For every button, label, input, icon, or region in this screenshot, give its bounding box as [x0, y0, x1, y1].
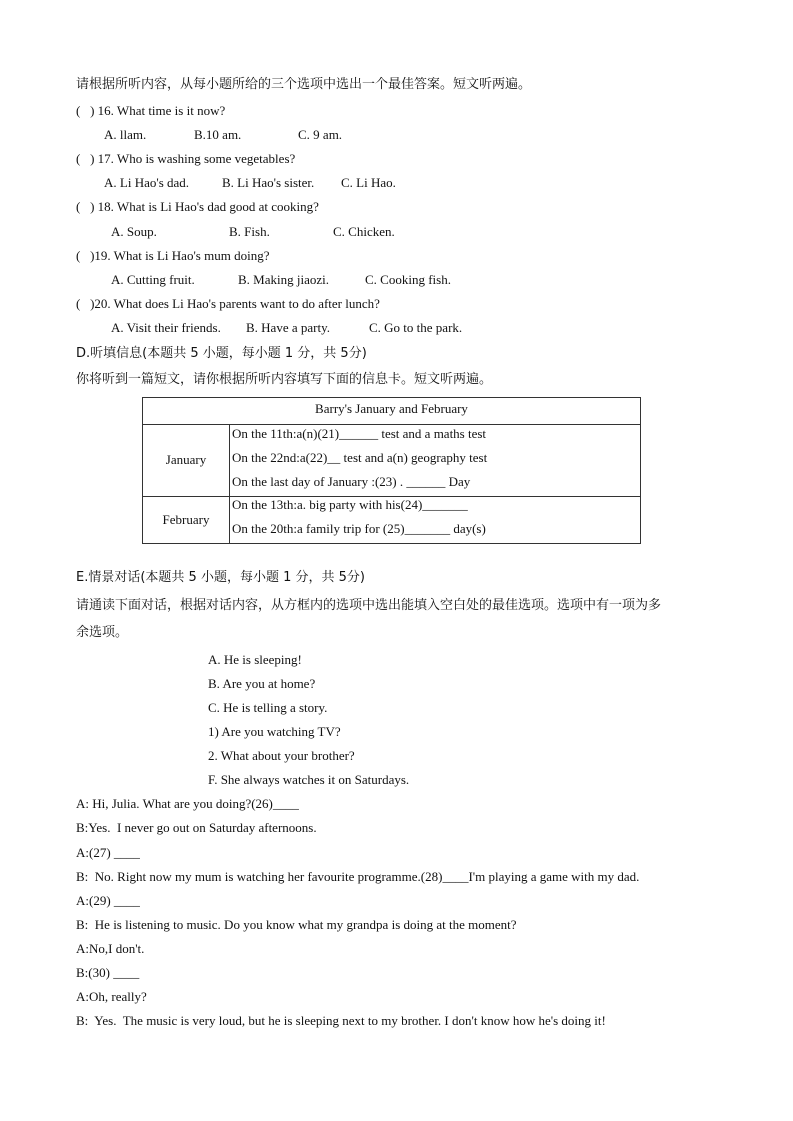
february-entry-2: On the 20th:a family trip for (25)_______ day(s) [232, 521, 486, 536]
q18-option-a: A. Soup. [111, 224, 157, 239]
dialogue-line-5: A:(29) ____ [76, 893, 140, 908]
choice-b: B. Are you at home? [208, 676, 316, 691]
question-20: ( )20. What does Li Hao's parents want to do after lunch? [76, 296, 380, 311]
table-row-january [143, 424, 640, 497]
january-entry-2: On the 22nd:a(22)__ test and a(n) geography test [232, 450, 488, 465]
section-e-heading: E.情景对话(本题共 5 小题，每小题 1 分，共 5分) [76, 570, 365, 585]
table-row-february [143, 496, 640, 543]
dialogue-line-2: B:Yes. I never go out on Saturday afternoons. [76, 820, 317, 835]
dialogue-line-8: B:(30) ____ [76, 965, 140, 980]
choice-a: A. He is sleeping! [208, 652, 302, 667]
q17-option-c: C. Li Hao. [341, 175, 396, 190]
dialogue-line-6: B: He is listening to music. Do you know what my grandpa is doing at the moment? [76, 917, 517, 932]
q19-option-c: C. Cooking fish. [365, 272, 451, 287]
dialogue-line-9: A:Oh, really? [76, 989, 147, 1004]
question-17: ( ) 17. Who is washing some vegetables? [76, 151, 296, 166]
question-16: ( ) 16. What time is it now? [76, 103, 226, 118]
q17-option-b: B. Li Hao's sister. [222, 175, 315, 190]
q19-option-b: B. Making jiaozi. [238, 272, 329, 287]
section-e-instruction-line2: 余选项。 [76, 625, 129, 640]
section-d-heading: D.听填信息(本题共 5 小题，每小题 1 分，共 5分) [76, 346, 367, 361]
q20-option-a: A. Visit their friends. [111, 320, 221, 335]
q16-option-a: A. llam. [104, 127, 147, 142]
choice-e: 2. What about your brother? [208, 748, 355, 763]
q19-option-a: A. Cutting fruit. [111, 272, 195, 287]
question-18: ( ) 18. What is Li Hao's dad good at cooking? [76, 199, 319, 214]
month-label-february: February [143, 496, 230, 543]
q20-option-b: B. Have a party. [246, 320, 330, 335]
section-d-instruction: 你将听到一篇短文，请你根据所听内容填写下面的信息卡。短文听两遍。 [76, 372, 493, 387]
choice-f: F. She always watches it on Saturdays. [208, 772, 410, 787]
dialogue-line-1: A: Hi, Julia. What are you doing?(26)____ [76, 796, 299, 811]
dialogue-line-4: B: No. Right now my mum is watching her favourite programme.(28)____I'm playing a game with my dad. [76, 869, 640, 884]
q18-option-c: C. Chicken. [333, 224, 395, 239]
january-entry-1: On the 11th:a(n)(21)______ test and a maths test [232, 426, 487, 441]
choice-c: C. He is telling a story. [208, 700, 328, 715]
dialogue-line-7: A:No,I don't. [76, 941, 145, 956]
question-19: ( )19. What is Li Hao's mum doing? [76, 248, 270, 263]
q16-option-b: B.10 am. [194, 127, 242, 142]
q18-option-b: B. Fish. [229, 224, 270, 239]
dialogue-line-3: A:(27) ____ [76, 845, 140, 860]
january-entry-3: On the last day of January :(23) . ______ Day [232, 474, 471, 489]
q17-option-a: A. Li Hao's dad. [104, 175, 190, 190]
q16-option-c: C. 9 am. [298, 127, 343, 142]
section-e-instruction-line1: 请通读下面对话，根据对话内容，从方框内的选项中选出能填入空白处的最佳选项。选项中有一项为多 [76, 598, 662, 613]
q20-option-c: C. Go to the park. [369, 320, 463, 335]
section-c-instruction: 请根据所听内容，从每小题所给的三个选项中选出一个最佳答案。短文听两遍。 [76, 77, 532, 92]
month-label-january: January [143, 424, 230, 496]
february-entry-1: On the 13th:a. big party with his(24)_______ [232, 497, 468, 512]
table-title: Barry's January and February [143, 398, 640, 425]
info-card-table [142, 397, 641, 544]
dialogue-line-10: B: Yes. The music is very loud, but he is sleeping next to my brother. I don't know how he's doing it! [76, 1013, 606, 1028]
choice-d: 1) Are you watching TV? [208, 724, 341, 739]
